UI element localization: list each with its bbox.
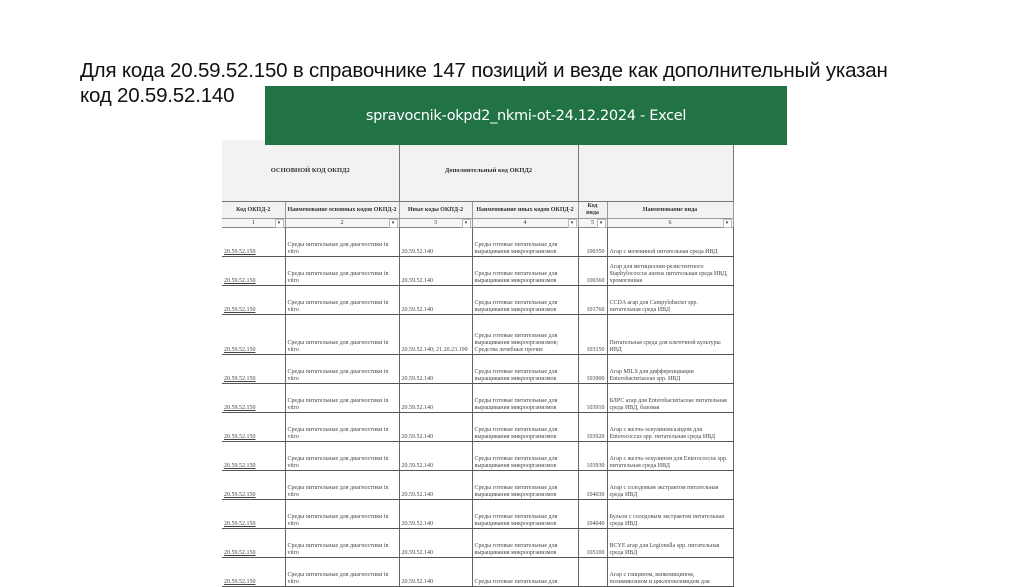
cell-kind[interactable]: 104040 xyxy=(578,500,607,529)
cell-other[interactable]: 20.59.52.140 xyxy=(399,413,472,442)
slide-title-line-1: Для кода 20.59.52.150 в справочнике 147 позиций и везде как дополнительный указан xyxy=(80,59,888,82)
cell-code[interactable]: 20.59.52.150 xyxy=(222,228,285,257)
cell-name[interactable]: Среды питательные для диагностики in vitro xyxy=(285,257,399,286)
cell-other[interactable]: 20.59.52.140 xyxy=(399,286,472,315)
cell-other-name[interactable]: Среды готовые питательные для выращивания микроорганизмов xyxy=(472,529,578,558)
table-row[interactable] xyxy=(222,286,733,315)
cell-name[interactable]: Среды питательные для диагностики in vitro xyxy=(285,471,399,500)
table-row[interactable] xyxy=(222,471,733,500)
cell-other-name[interactable]: Среды готовые питательные для выращивания микроорганизмов xyxy=(472,228,578,257)
table-row[interactable] xyxy=(222,228,733,257)
filter-dropdown-icon[interactable]: ▾ xyxy=(389,219,398,228)
cell-name[interactable]: Среды питательные для диагностики in vitro xyxy=(285,355,399,384)
column-header: Код вида xyxy=(578,202,607,219)
cell-other[interactable]: 20.59.52.140 xyxy=(399,228,472,257)
cell-kind-name[interactable]: Агар MILS для дифференциации Enterobacteriaceae spp. ИВД xyxy=(607,355,733,384)
cell-kind-name[interactable]: CCDA агар для Campylobacter spp. питательная среда ИВД xyxy=(607,286,733,315)
cell-code[interactable]: 20.59.52.150 xyxy=(222,355,285,384)
column-number-cell: 2 ▾ xyxy=(285,219,399,228)
cell-code[interactable]: 20.59.52.150 xyxy=(222,500,285,529)
cell-name[interactable]: Среды питательные для диагностики in vitro xyxy=(285,315,399,355)
table-row[interactable] xyxy=(222,500,733,529)
cell-other[interactable]: 20.59.52.140 xyxy=(399,471,472,500)
cell-kind-name[interactable]: Агар с солодовым экстрактом питательная среда ИВД xyxy=(607,471,733,500)
column-number-cell: 6 ▾ xyxy=(607,219,733,228)
cell-name[interactable]: Среды питательные для диагностики in vitro xyxy=(285,286,399,315)
cell-other-name[interactable]: Среды готовые питательные для выращивания микроорганизмов xyxy=(472,257,578,286)
cell-kind-name[interactable]: Агар для метициллин-резистентного Staphylococcus aureus питательная среда ИВД, хромогенная xyxy=(607,257,733,286)
cell-other-name[interactable]: Среды готовые питательные для xyxy=(472,558,578,587)
cell-other[interactable]: 20.59.52.140 xyxy=(399,257,472,286)
cell-kind-name[interactable]: БЛРС агар для Enterobacteriaceae питательная среда ИВД, базовая xyxy=(607,384,733,413)
column-number-cell: 4 ▾ xyxy=(472,219,578,228)
cell-code[interactable]: 20.59.52.150 xyxy=(222,413,285,442)
cell-code[interactable]: 20.59.52.150 xyxy=(222,471,285,500)
cell-name[interactable]: Среды питательные для диагностики in vitro xyxy=(285,529,399,558)
cell-kind-name[interactable]: Питательная среда для клеточной культуры ИВД xyxy=(607,315,733,355)
cell-code[interactable]: 20.59.52.150 xyxy=(222,558,285,587)
table-row[interactable] xyxy=(222,315,733,355)
cell-name[interactable]: Среды питательные для диагностики in vitro xyxy=(285,558,399,587)
cell-code[interactable]: 20.59.52.150 xyxy=(222,286,285,315)
filter-dropdown-icon[interactable]: ▾ xyxy=(462,219,471,228)
filter-dropdown-icon[interactable]: ▾ xyxy=(568,219,577,228)
table-row[interactable] xyxy=(222,529,733,558)
column-header: Наименование вида xyxy=(607,202,733,219)
cell-kind[interactable]: 103900 xyxy=(578,355,607,384)
cell-code[interactable]: 20.59.52.150 xyxy=(222,529,285,558)
table-row[interactable] xyxy=(222,558,733,587)
cell-other[interactable]: 20.59.52.140 xyxy=(399,384,472,413)
cell-kind[interactable]: 100350 xyxy=(578,228,607,257)
cell-kind[interactable] xyxy=(578,558,607,587)
cell-kind-name[interactable]: Агар с желчь-эскулином для Enterococcus spp. питательная среда ИВД xyxy=(607,442,733,471)
cell-name[interactable]: Среды питательные для диагностики in vitro xyxy=(285,442,399,471)
cell-kind-name[interactable]: BCYE агар для Legionella spp. питательная среда ИВД xyxy=(607,529,733,558)
cell-other-name[interactable]: Среды готовые питательные для выращивания микроорганизмов xyxy=(472,442,578,471)
cell-kind-name[interactable]: Бульон с солодовым экстрактом питательная среда ИВД xyxy=(607,500,733,529)
column-header: Наименование иных кодов ОКПД-2 xyxy=(472,202,578,219)
filter-dropdown-icon[interactable]: ▾ xyxy=(275,219,284,228)
cell-other[interactable]: 20.59.52.140 xyxy=(399,442,472,471)
column-header: Код ОКПД-2 xyxy=(222,202,285,219)
cell-other-name[interactable]: Среды готовые питательные для выращивания микроорганизмов; Средства лечебные прочие xyxy=(472,315,578,355)
cell-other-name[interactable]: Среды готовые питательные для выращивания микроорганизмов xyxy=(472,286,578,315)
table-row[interactable] xyxy=(222,384,733,413)
cell-kind-name[interactable]: Агар с глицином, ванкомицином, полимиксином и циклогексимидом для xyxy=(607,558,733,587)
column-number-cell: 3 ▾ xyxy=(399,219,472,228)
cell-kind[interactable]: 103920 xyxy=(578,413,607,442)
cell-name[interactable]: Среды питательные для диагностики in vitro xyxy=(285,384,399,413)
cell-other-name[interactable]: Среды готовые питательные для выращивания микроорганизмов xyxy=(472,355,578,384)
cell-kind-name[interactable]: Агар с мочевиной питательная среда ИВД xyxy=(607,228,733,257)
cell-other[interactable]: 20.59.52.140 xyxy=(399,558,472,587)
cell-kind-name[interactable]: Агар с желчь-эскулином/азидом для Enterococcus spp. питательная среда ИВД xyxy=(607,413,733,442)
cell-other[interactable]: 20.59.52.140 xyxy=(399,500,472,529)
column-number-cell: 5 ▾ xyxy=(578,219,607,228)
cell-name[interactable]: Среды питательные для диагностики in vitro xyxy=(285,500,399,529)
table-row[interactable] xyxy=(222,355,733,384)
excel-window-title-bar xyxy=(265,86,787,145)
table-row[interactable] xyxy=(222,257,733,286)
cell-other[interactable]: 20.59.52.140 xyxy=(399,529,472,558)
cell-other-name[interactable]: Среды готовые питательные для выращивания микроорганизмов xyxy=(472,413,578,442)
cell-kind[interactable]: 100360 xyxy=(578,257,607,286)
group-header-row xyxy=(222,140,733,202)
cell-other[interactable]: 20.59.52.140 xyxy=(399,355,472,384)
cell-kind[interactable]: 103150 xyxy=(578,315,607,355)
table-row[interactable] xyxy=(222,413,733,442)
cell-kind[interactable]: 104030 xyxy=(578,471,607,500)
group-header-kind xyxy=(578,140,733,202)
cell-name[interactable]: Среды питательные для диагностики in vitro xyxy=(285,228,399,257)
cell-other[interactable]: 20.59.52.140; 21.20.23.199 xyxy=(399,315,472,355)
group-header-main: ОСНОВНОЙ КОД ОКПД2 xyxy=(222,140,399,202)
column-number-cell: 1 ▾ xyxy=(222,219,285,228)
column-header: Иные коды ОКПД-2 xyxy=(399,202,472,219)
window-title: spravocnik-okpd2_nkmi-ot-24.12.2024 - Excel xyxy=(365,107,687,124)
cell-code[interactable]: 20.59.52.150 xyxy=(222,257,285,286)
column-header: Наименование основных кодов ОКПД-2 xyxy=(285,202,399,219)
cell-other-name[interactable]: Среды готовые питательные для выращивания микроорганизмов xyxy=(472,384,578,413)
group-header-additional: Дополнительный код ОКПД2 xyxy=(399,140,578,202)
table-row[interactable] xyxy=(222,442,733,471)
cell-other-name[interactable]: Среды готовые питательные для выращивания микроорганизмов xyxy=(472,471,578,500)
filter-dropdown-icon[interactable]: ▾ xyxy=(723,219,732,228)
filter-dropdown-icon[interactable]: ▾ xyxy=(597,219,606,228)
cell-code[interactable]: 20.59.52.150 xyxy=(222,442,285,471)
okpd2-table xyxy=(222,140,734,587)
cell-kind[interactable]: 105100 xyxy=(578,529,607,558)
cell-code[interactable]: 20.59.52.150 xyxy=(222,315,285,355)
slide-title-line-2: код 20.59.52.140 xyxy=(80,84,235,107)
cell-kind[interactable]: 103930 xyxy=(578,442,607,471)
cell-kind[interactable]: 101760 xyxy=(578,286,607,315)
column-number-row xyxy=(222,219,733,228)
cell-code[interactable]: 20.59.52.150 xyxy=(222,384,285,413)
spreadsheet xyxy=(222,140,733,585)
cell-name[interactable]: Среды питательные для диагностики in vitro xyxy=(285,413,399,442)
cell-other-name[interactable]: Среды готовые питательные для выращивания микроорганизмов xyxy=(472,500,578,529)
cell-kind[interactable]: 103910 xyxy=(578,384,607,413)
column-header-row xyxy=(222,202,733,219)
